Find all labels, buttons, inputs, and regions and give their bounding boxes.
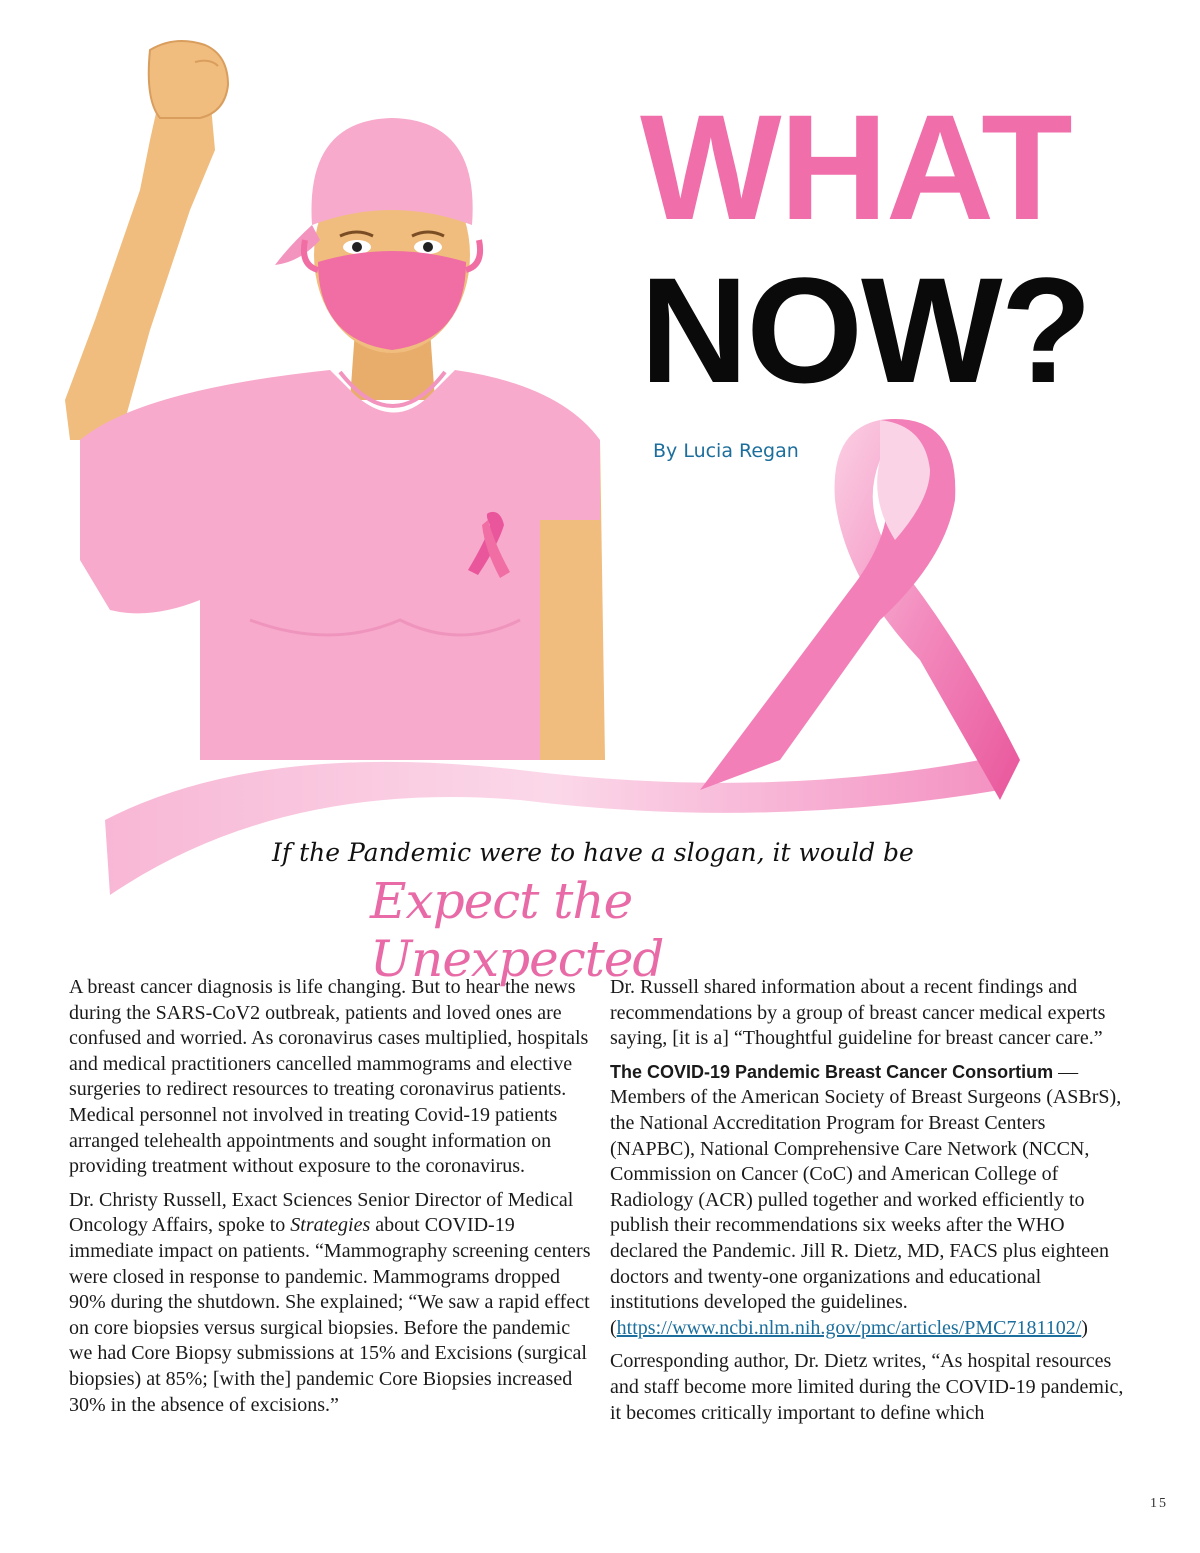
headline-now: NOW? — [640, 246, 1091, 414]
consortium-text: Members of the American Society of Breast Surgeons (ASBrS), the National Accreditation Program for Breast Centers (NAPBC), National Comprehensive Care Network (NCCN, Commission on Cancer (CoC) and American College of Radiology (ACR) pulled together and worked efficiently to publish their recommendations six weeks after the WHO declared the Pandemic. Jill R. Dietz, MD, FACS plus eighteen doctors and twenty-one organizations and educational institutions developed the guidelines. ( — [610, 1086, 1122, 1339]
page-number: 15 — [1150, 1496, 1168, 1511]
paragraph-findings: Dr. Russell shared information about a recent findings and recommendations by a group of breast cancer medical experts saying, [it is a] “Thoughtful guideline for breast cancer care.” — [610, 976, 1106, 1050]
paragraph-consortium — [610, 1060, 1130, 1342]
publication-name: Strategies — [290, 1214, 371, 1237]
large-pink-ribbon-illustration — [700, 419, 1020, 800]
consortium-name: The COVID-19 Pandemic Breast Cancer Consortium — [610, 1061, 1054, 1082]
paragraph-russell — [69, 1188, 591, 1418]
slogan-main: Expect the Unexpected — [370, 872, 664, 988]
article-column-left — [69, 975, 591, 1426]
em-dash: — — [1053, 1060, 1079, 1083]
ncbi-article-link[interactable]: https://www.ncbi.nlm.nih.gov/pmc/articles/PMC7181102/ — [616, 1316, 1082, 1339]
paragraph-dietz: Corresponding author, Dr. Dietz writes, “As hospital resources and staff become more limited during the COVID-19 pandemic, it becomes critically important to define which — [610, 1350, 1124, 1424]
paragraph-intro: A breast cancer diagnosis is life changing. But to hear the news during the SARS-CoV2 outbreak, patients and loved ones are confused and worried. As coronavirus cases multiplied, hospitals and medical practitioners cancelled mammograms and elective surgeries to redirect resources to treating coronavirus patients. Medical personnel not involved in treating Covid-19 patients arranged telehealth appointments and sought information on providing treatment without exposure to the coronavirus. — [69, 976, 589, 1178]
headline-what: WHAT — [640, 83, 1071, 251]
paragraph-russell-quote: about COVID-19 immediate impact on patients. “Mammography screening centers were closed in response to pandemic. Mammograms dropped 90% during the shutdown. She explained; “We saw a rapid effect on core biopsies versus surgical biopsies. Before the pandemic we had Core Biopsy submissions at 15% and Excisions (surgical biopsies) at 85%; [with the] pandemic Core Biopsies increased 30% in the absence of excisions.” — [69, 1214, 591, 1416]
slogan-lead: If the Pandemic were to have a slogan, it would be — [272, 838, 914, 867]
paragraph-russell-text: Dr. Christy Russell, Exact Sciences Senior Director of Medical Oncology Affairs, spoke to — [69, 1188, 574, 1237]
article-column-right — [610, 975, 1130, 1434]
author-byline: By Lucia Regan — [653, 440, 799, 462]
closing-paren: ) — [1081, 1316, 1088, 1339]
raised-fist-figure-illustration — [65, 41, 605, 760]
